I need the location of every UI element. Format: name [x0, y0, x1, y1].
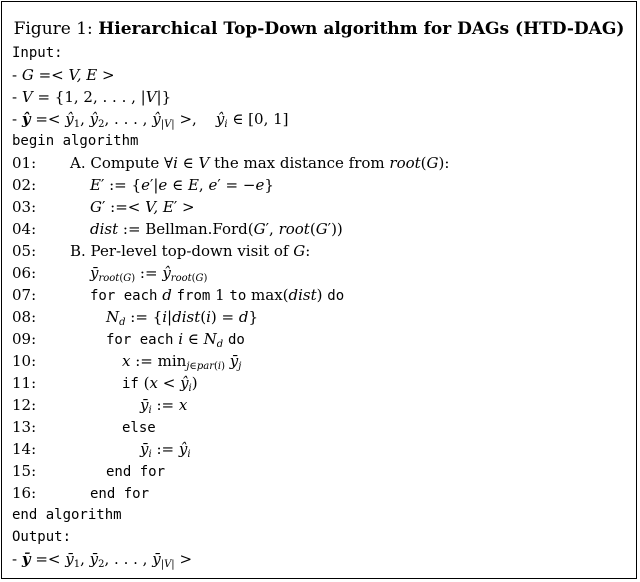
line-number: 07:	[12, 286, 37, 304]
figure-title: Hierarchical Top-Down algorithm for DAGs (HTD-DAG)	[98, 19, 625, 39]
input-label: Input:	[12, 45, 63, 61]
step-04: 04: dist := Bellman.Ford(G′, root(G′))	[12, 220, 343, 238]
step-06: 06: $ȳ_{root(G)}$ := $ŷ_{root(G)}$	[12, 264, 208, 284]
line-number: 08:	[12, 308, 37, 326]
step-14: 14: $ȳ_i$ := $ŷ_i$	[12, 440, 191, 460]
step-12: 12: $ȳ_i$ := x	[12, 396, 188, 416]
begin-algorithm: begin algorithm	[12, 133, 139, 149]
line-number: 09:	[12, 330, 37, 348]
keyword-if: if	[122, 376, 139, 392]
line-number: 16:	[12, 484, 37, 502]
line-number: 04:	[12, 220, 37, 238]
algorithm-box	[1, 1, 637, 579]
line-number: 06:	[12, 264, 37, 282]
step-09: 09: for each i ∈ $N_d$ do	[12, 330, 245, 350]
figure-label: Figure 1:	[13, 19, 93, 39]
keyword-do: do	[327, 288, 345, 304]
step-01: 01: A. Compute ∀i ∈ V the max distance from root(G):	[12, 154, 450, 172]
line-number: 01:	[12, 154, 37, 172]
keyword-do: do	[227, 332, 245, 348]
end-algorithm: end algorithm	[12, 507, 122, 523]
line-number: 10:	[12, 352, 37, 370]
step-10: 10: x := $\min_{j\in par(i)}$ $ȳ_j$	[12, 352, 242, 372]
output-result: - ȳ =< $ȳ_1$, $ȳ_2$, . . . , $ȳ_{|V|}$ >	[12, 550, 193, 570]
line-number: 11:	[12, 374, 37, 392]
step-07: 07: for each d from 1 to max(dist) do	[12, 286, 345, 304]
figure-caption	[2, 18, 636, 40]
line-number: 13:	[12, 418, 37, 436]
keyword-else: else	[122, 420, 156, 436]
line-number: 15:	[12, 462, 37, 480]
keyword-end-for: end for	[90, 486, 150, 502]
line-number: 14:	[12, 440, 37, 458]
step-02: 02: E′ := {e′|e ∈ E, e′ = −e}	[12, 176, 274, 194]
step-08: 08: $N_d$ := {i|dist(i) = d}	[12, 308, 259, 328]
keyword-for-each: for each	[106, 332, 174, 348]
line-number: 03:	[12, 198, 37, 216]
line-number: 02:	[12, 176, 37, 194]
input-vertices: - V = {1, 2, . . . , |V|}	[12, 88, 172, 106]
step-13	[12, 416, 156, 438]
keyword-to: to	[229, 288, 247, 304]
step-15	[12, 460, 165, 482]
input-predictions: - ŷ =< $ŷ_1$, $ŷ_2$, . . . , $ŷ_{|V|}$ >, $ŷ_i$ ∈ [0, 1]	[12, 110, 289, 130]
step-16	[12, 482, 149, 504]
keyword-end-for: end for	[106, 464, 166, 480]
output-label: Output:	[12, 529, 72, 545]
keyword-from: from	[176, 288, 211, 304]
step-05: 05: B. Per-level top-down visit of G:	[12, 242, 311, 260]
line-number: 05:	[12, 242, 37, 260]
step-11: 11: if $(x < ŷ_i)$	[12, 374, 198, 394]
line-number: 12:	[12, 396, 37, 414]
input-graph: - G =< V, E >	[12, 66, 115, 84]
keyword-for-each: for each	[90, 288, 158, 304]
step-03: 03: G′ :=< V, E′ >	[12, 198, 195, 216]
